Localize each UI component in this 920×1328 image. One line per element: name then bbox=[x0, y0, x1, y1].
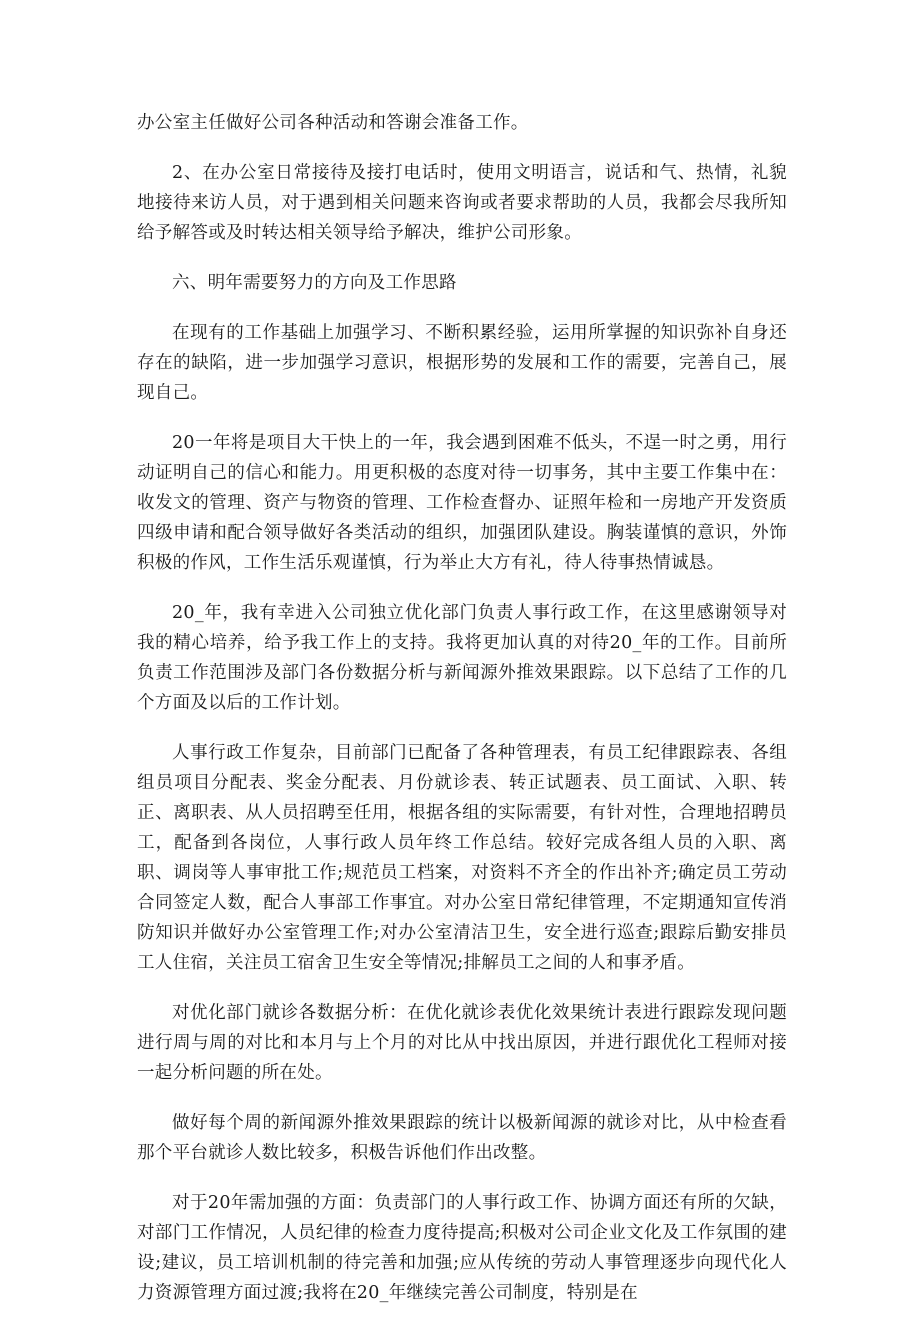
paragraph-9: 对于20年需加强的方面：负责部门的人事行政工作、协调方面还有所的欠缺，对部门工作情况，人员纪律的检查力度待提高;积极对公司企业文化及工作氛围的建设;建议，员工培训机制的待完善和加强;应从传统的劳动人事管理逐步向现代化人力资源管理方面过渡;我将在20_年继续完善公司制度，特别是在 bbox=[137, 1193, 787, 1303]
section-heading: 六、明年需要努力的方向及工作思路 bbox=[172, 273, 457, 293]
paragraph-2: 2、在办公室日常接待及接打电话时，使用文明语言，说话和气、热情，礼貌地接待来访人员，对于遇到相关问题来咨询或者要求帮助的人员，我都会尽我所知给予解答或及时转达相关领导给予解决，维护公司形象。 bbox=[137, 163, 787, 243]
paragraph-5: 20_年，我有幸进入公司独立优化部门负责人事行政工作，在这里感谢领导对我的精心培养，给予我工作上的支持。我将更加认真的对待20_年的工作。目前所负责工作范围涉及部门各份数据分析与新闻源外推效果跟踪。以下总结了工作的几个方面及以后的工作计划。 bbox=[137, 603, 787, 713]
paragraph-6: 人事行政工作复杂，目前部门已配备了各种管理表，有员工纪律跟踪表、各组组员项目分配表、奖金分配表、月份就诊表、转正试题表、员工面试、入职、转正、离职表、从人员招聘至任用，根据各组的实际需要，有针对性，合理地招聘员工，配备到各岗位，人事行政人员年终工作总结。较好完成各组人员的入职、离职、调岗等人事审批工作;规范员工档案，对资料不齐全的作出补齐;确定员工劳动合同签定人数，配合人事部工作事宜。对办公室日常纪律管理，不定期通知宣传消防知识并做好办公室管理工作;对办公室清洁卫生，安全进行巡查;跟踪后勤安排员工人住宿，关注员工宿舍卫生安全等情况;排解员工之间的人和事矛盾。 bbox=[137, 743, 787, 973]
paragraph-4: 20一年将是项目大干快上的一年，我会遇到困难不低头，不逞一时之勇，用行动证明自己的信心和能力。用更积极的态度对待一切事务，其中主要工作集中在：收发文的管理、资产与物资的管理、工作检查督办、证照年检和一房地产开发资质四级申请和配合领导做好各类活动的组织，加强团队建设。胸装谨慎的意识，外饰积极的作风，工作生活乐观谨慎，行为举止大方有礼，待人待事热情诚恳。 bbox=[137, 433, 787, 573]
document-body bbox=[137, 108, 787, 1328]
paragraph-8: 做好每个周的新闻源外推效果跟踪的统计以极新闻源的就诊对比，从中检查看那个平台就诊人数比较多，积极告诉他们作出改整。 bbox=[137, 1113, 787, 1163]
paragraph-1: 办公室主任做好公司各种活动和答谢会准备工作。 bbox=[137, 113, 529, 133]
paragraph-3: 在现有的工作基础上加强学习、不断积累经验，运用所掌握的知识弥补自身还存在的缺陷，进一步加强学习意识，根据形势的发展和工作的需要，完善自己，展现自己。 bbox=[137, 323, 787, 403]
paragraph-7: 对优化部门就诊各数据分析：在优化就诊表优化效果统计表进行跟踪发现问题进行周与周的对比和本月与上个月的对比从中找出原因，并进行跟优化工程师对接一起分析问题的所在处。 bbox=[137, 1003, 787, 1083]
